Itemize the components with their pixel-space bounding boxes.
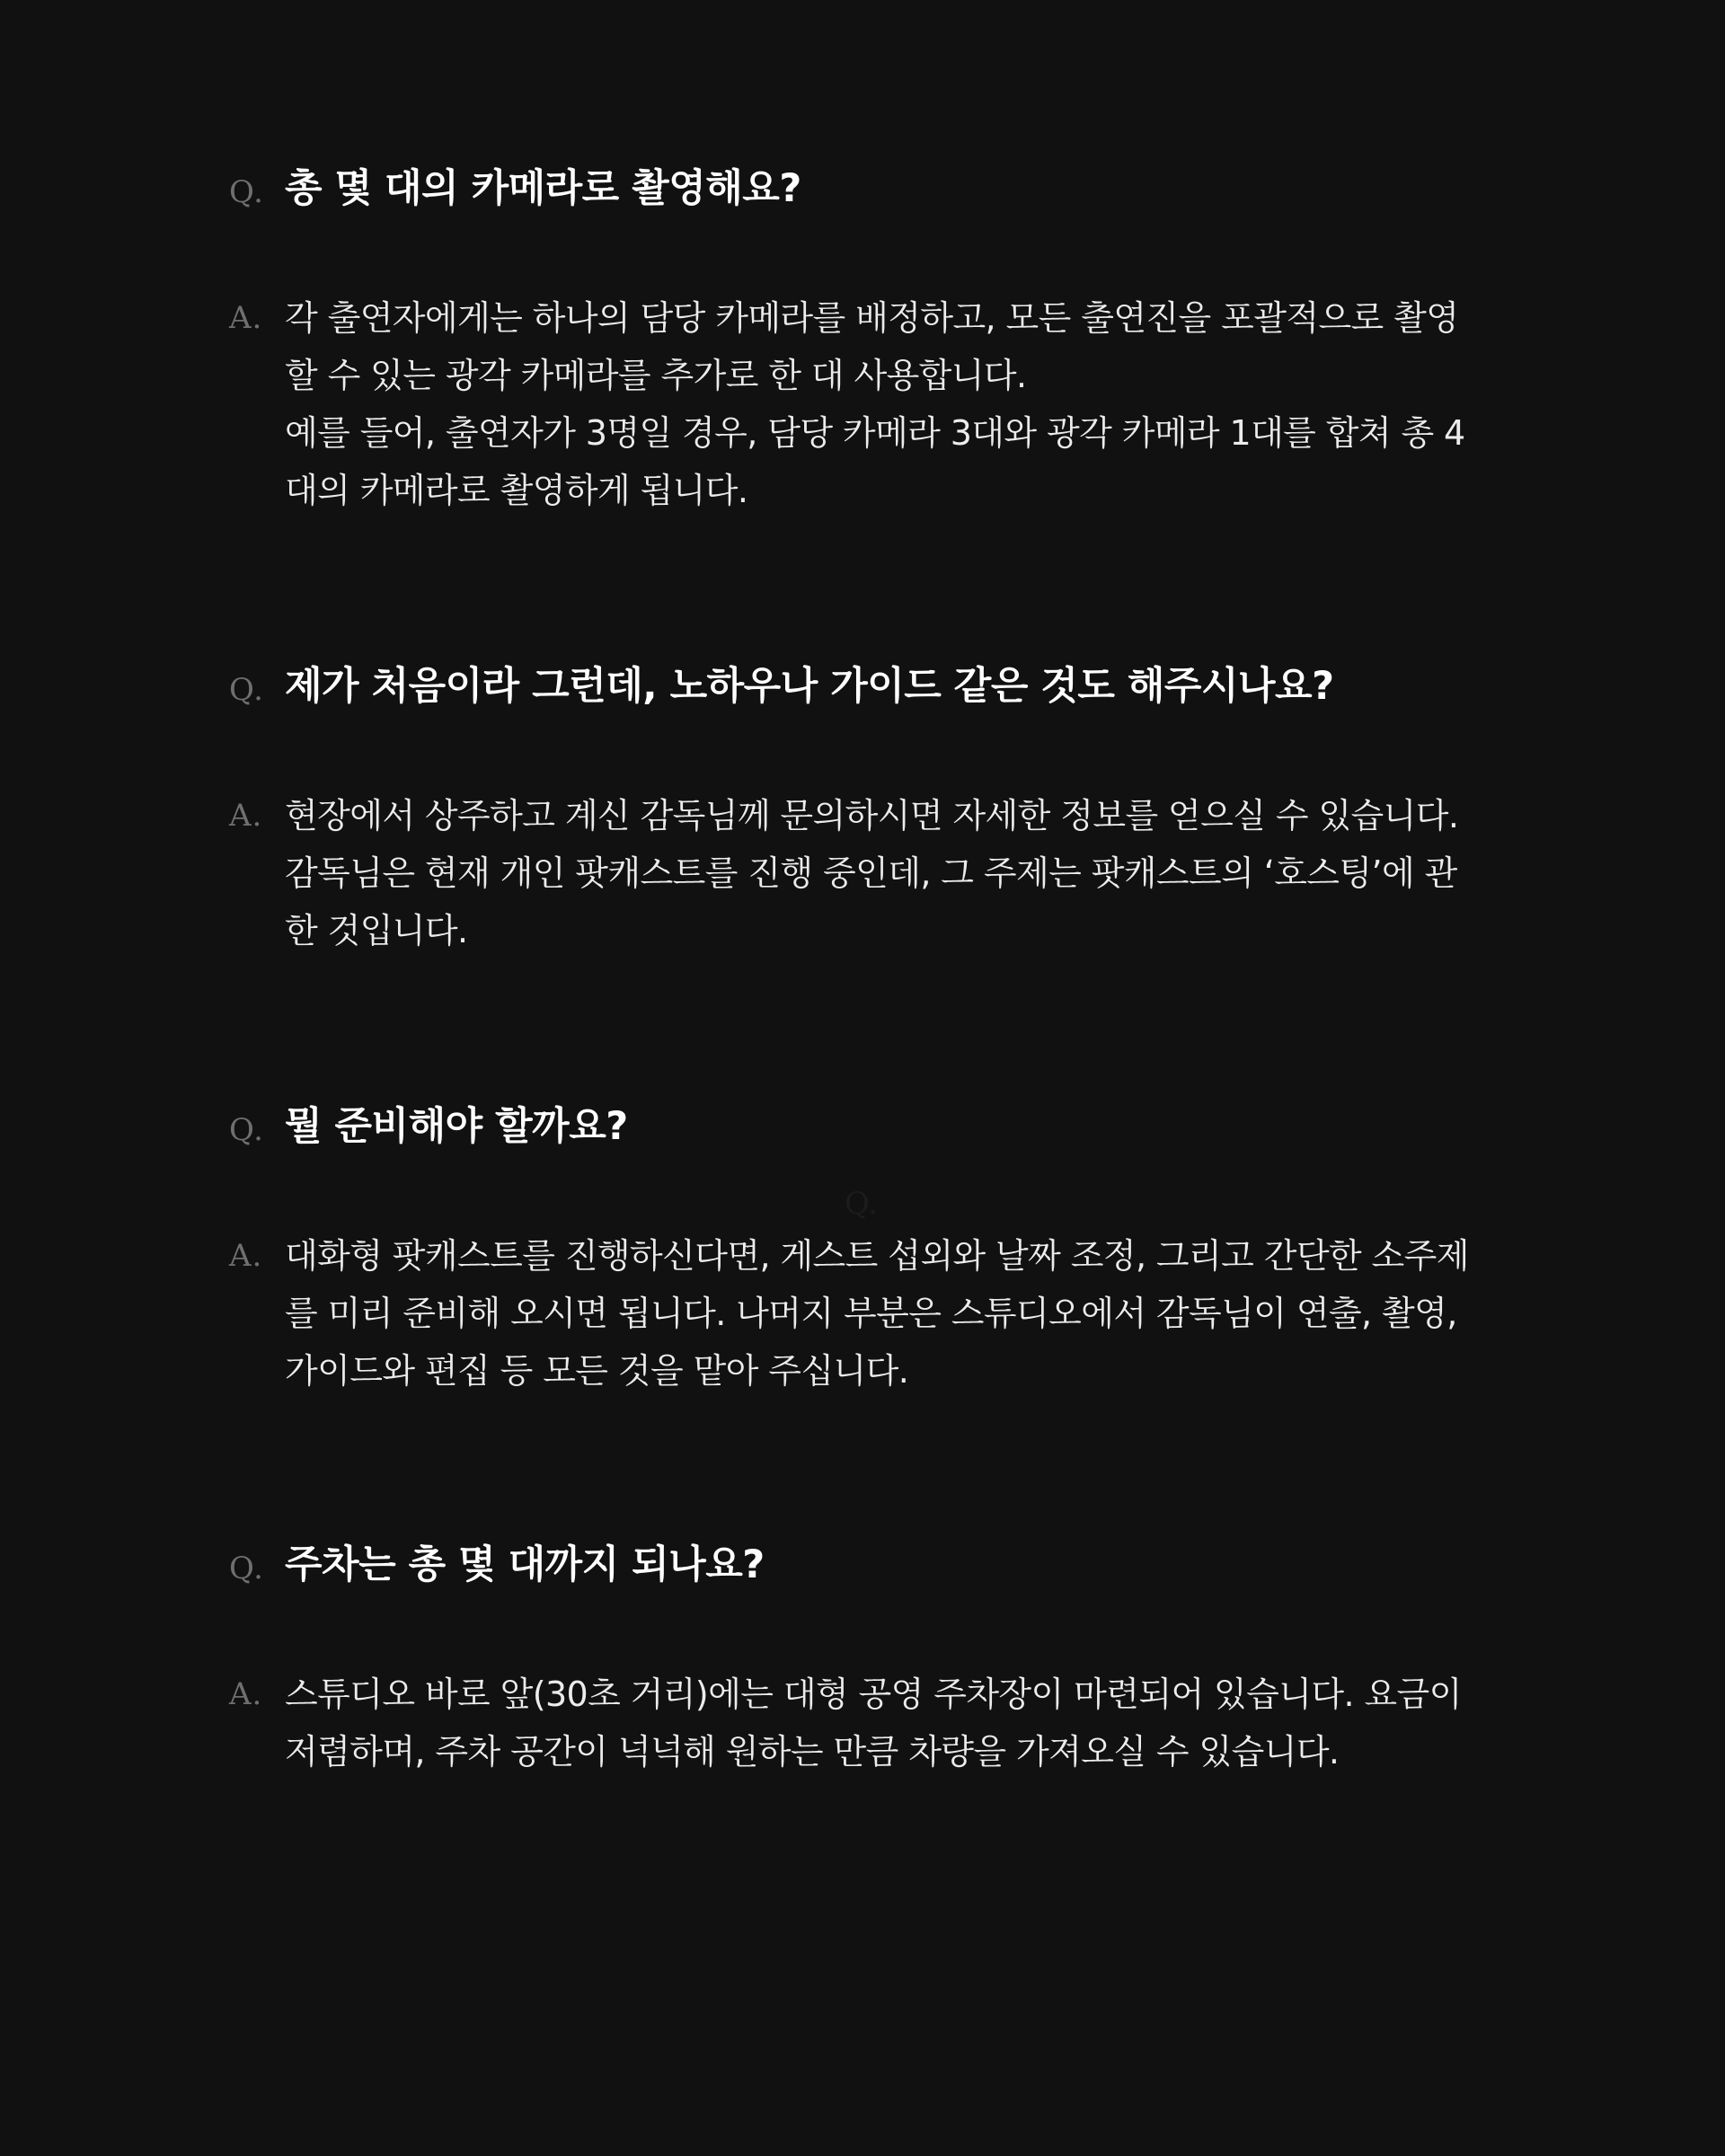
- question-marker: Q.: [229, 1112, 264, 1148]
- faq-question: [229, 162, 1505, 216]
- answer-line: 예를 들어, 출연자가 3명일 경우, 담당 카메라 3대와 광각 카메라 1대를 합쳐 총 4: [285, 413, 1465, 453]
- question-text: 제가 처음이라 그런데, 노하우나 가이드 같은 것도 해주시나요?: [285, 664, 1334, 709]
- faq-item: [229, 162, 1505, 519]
- question-text: 뭘 준비해야 할까요?: [285, 1104, 628, 1149]
- faint-question-mark: Q.: [845, 1186, 878, 1222]
- answer-line: 를 미리 준비해 오시면 됩니다. 나머지 부분은 스튜디오에서 감독님이 연출, 촬영,: [285, 1294, 1457, 1333]
- faq-question: [229, 1538, 1505, 1592]
- faq-item: [229, 659, 1505, 959]
- answer-line: 현장에서 상주하고 계신 감독님께 문의하시면 자세한 정보를 얻으실 수 있습니다.: [285, 796, 1459, 835]
- question-marker: Q.: [229, 1551, 264, 1586]
- answer-line: 대화형 팟캐스트를 진행하신다면, 게스트 섭외와 날짜 조정, 그리고 간단한 소주제: [285, 1236, 1469, 1276]
- answer-line: 할 수 있는 광각 카메라를 추가로 한 대 사용합니다.: [285, 356, 1027, 395]
- answer-marker: A.: [229, 1676, 263, 1712]
- answer-line: 대의 카메라로 촬영하게 됩니다.: [285, 471, 748, 510]
- faq-item: [229, 1538, 1505, 1780]
- question-text: 총 몇 대의 카메라로 촬영해요?: [285, 166, 801, 211]
- faq-item: [229, 1100, 1505, 1400]
- answer-line: 저렴하며, 주차 공간이 넉넉해 원하는 만큼 차량을 가져오실 수 있습니다.: [285, 1732, 1340, 1772]
- answer-marker: A.: [229, 1238, 263, 1274]
- answer-line: 한 것입니다.: [285, 911, 468, 950]
- answer-marker: A.: [229, 300, 263, 336]
- answer-line: 감독님은 현재 개인 팟캐스트를 진행 중인데, 그 주제는 팟캐스트의 ‘호스팅’에 관: [285, 853, 1457, 893]
- question-marker: Q.: [229, 672, 264, 708]
- faq-answer: [229, 787, 1505, 959]
- faq-question: [229, 1100, 1505, 1153]
- question-marker: Q.: [229, 174, 264, 210]
- answer-marker: A.: [229, 798, 263, 834]
- answer-line: 가이드와 편집 등 모든 것을 맡아 주십니다.: [285, 1351, 909, 1391]
- faq-answer: [229, 1666, 1505, 1780]
- question-text: 주차는 총 몇 대까지 되나요?: [285, 1542, 765, 1587]
- faq-answer: [229, 1227, 1505, 1400]
- faq-question: [229, 659, 1505, 713]
- answer-line: 스튜디오 바로 앞(30초 거리)에는 대형 공영 주차장이 마련되어 있습니다. 요금이: [285, 1674, 1462, 1714]
- faq-answer: [229, 289, 1505, 519]
- answer-line: 각 출연자에게는 하나의 담당 카메라를 배정하고, 모든 출연진을 포괄적으로 촬영: [285, 298, 1459, 338]
